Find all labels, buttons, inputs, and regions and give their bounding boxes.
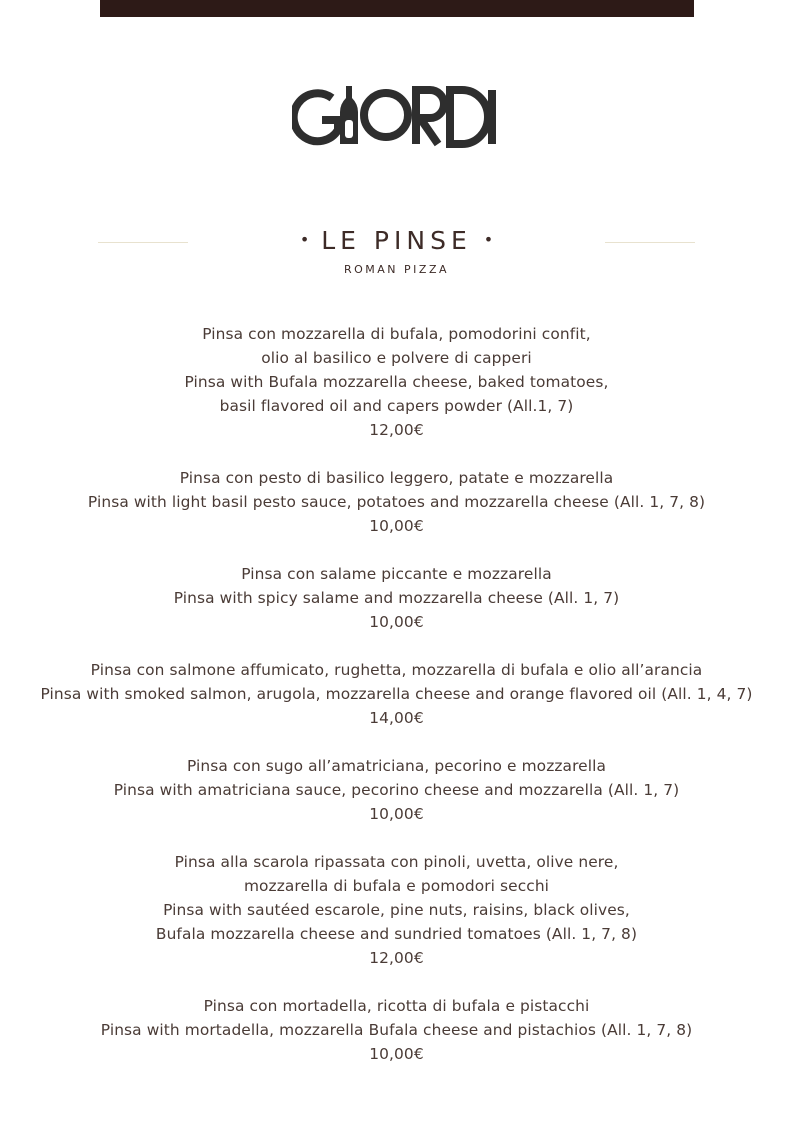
item-description-line: Pinsa with amatriciana sauce, pecorino cheese and mozzarella (All. 1, 7)	[113, 781, 680, 799]
menu-item	[0, 658, 793, 730]
section-subtitle: ROMAN PIZZA	[343, 263, 449, 276]
item-description-line: olio al basilico e polvere di capperi	[261, 349, 532, 367]
item-description-line: Pinsa alla scarola ripassata con pinoli, uvetta, olive nere,	[174, 853, 619, 871]
menu-item	[0, 322, 793, 442]
item-description-line: Pinsa with mortadella, mozzarella Bufala cheese and pistachios (All. 1, 7, 8)	[100, 1021, 693, 1039]
item-description-line: Pinsa con pesto di basilico leggero, patate e mozzarella	[179, 469, 614, 487]
item-description-line: Pinsa with sautéed escarole, pine nuts, raisins, black olives,	[163, 901, 630, 919]
top-banner-bar	[100, 0, 694, 17]
menu-item	[0, 754, 793, 826]
section-title-text: LE PINSE	[321, 226, 472, 255]
bullet-dot-icon: •	[299, 229, 310, 249]
bullet-dot-icon: •	[483, 229, 494, 249]
item-price: 10,00€	[369, 805, 424, 823]
menu-item	[0, 850, 793, 970]
item-price: 10,00€	[369, 517, 424, 535]
menu-list	[0, 322, 793, 1090]
item-price: 14,00€	[369, 709, 424, 727]
item-description-line: Pinsa with smoked salmon, arugola, mozzarella cheese and orange flavored oil (All. 1, 4, 7)	[40, 685, 753, 703]
item-description-line: Pinsa con sugo all’amatriciana, pecorino e mozzarella	[186, 757, 607, 775]
item-price: 10,00€	[369, 613, 424, 631]
giordi-logo	[292, 84, 502, 148]
item-description-line: mozzarella di bufala e pomodori secchi	[243, 877, 550, 895]
item-description-line: Pinsa con mozzarella di bufala, pomodorini confit,	[202, 325, 591, 343]
item-description-line: Pinsa with Bufala mozzarella cheese, baked tomatoes,	[184, 373, 609, 391]
item-description-line: basil flavored oil and capers powder (All.1, 7)	[219, 397, 574, 415]
section-title	[0, 226, 793, 255]
item-price: 12,00€	[369, 949, 424, 967]
item-description-line: Pinsa con salame piccante e mozzarella	[241, 565, 552, 583]
item-description-line: Pinsa with light basil pesto sauce, potatoes and mozzarella cheese (All. 1, 7, 8)	[87, 493, 706, 511]
menu-item	[0, 562, 793, 634]
item-description-line: Pinsa with spicy salame and mozzarella cheese (All. 1, 7)	[173, 589, 620, 607]
item-description-line: Bufala mozzarella cheese and sundried tomatoes (All. 1, 7, 8)	[155, 925, 638, 943]
item-price: 12,00€	[369, 421, 424, 439]
menu-item	[0, 466, 793, 538]
menu-item	[0, 994, 793, 1066]
item-description-line: Pinsa con salmone affumicato, rughetta, mozzarella di bufala e olio all’arancia	[90, 661, 703, 679]
item-price: 10,00€	[369, 1045, 424, 1063]
item-description-line: Pinsa con mortadella, ricotta di bufala e pistacchi	[203, 997, 590, 1015]
